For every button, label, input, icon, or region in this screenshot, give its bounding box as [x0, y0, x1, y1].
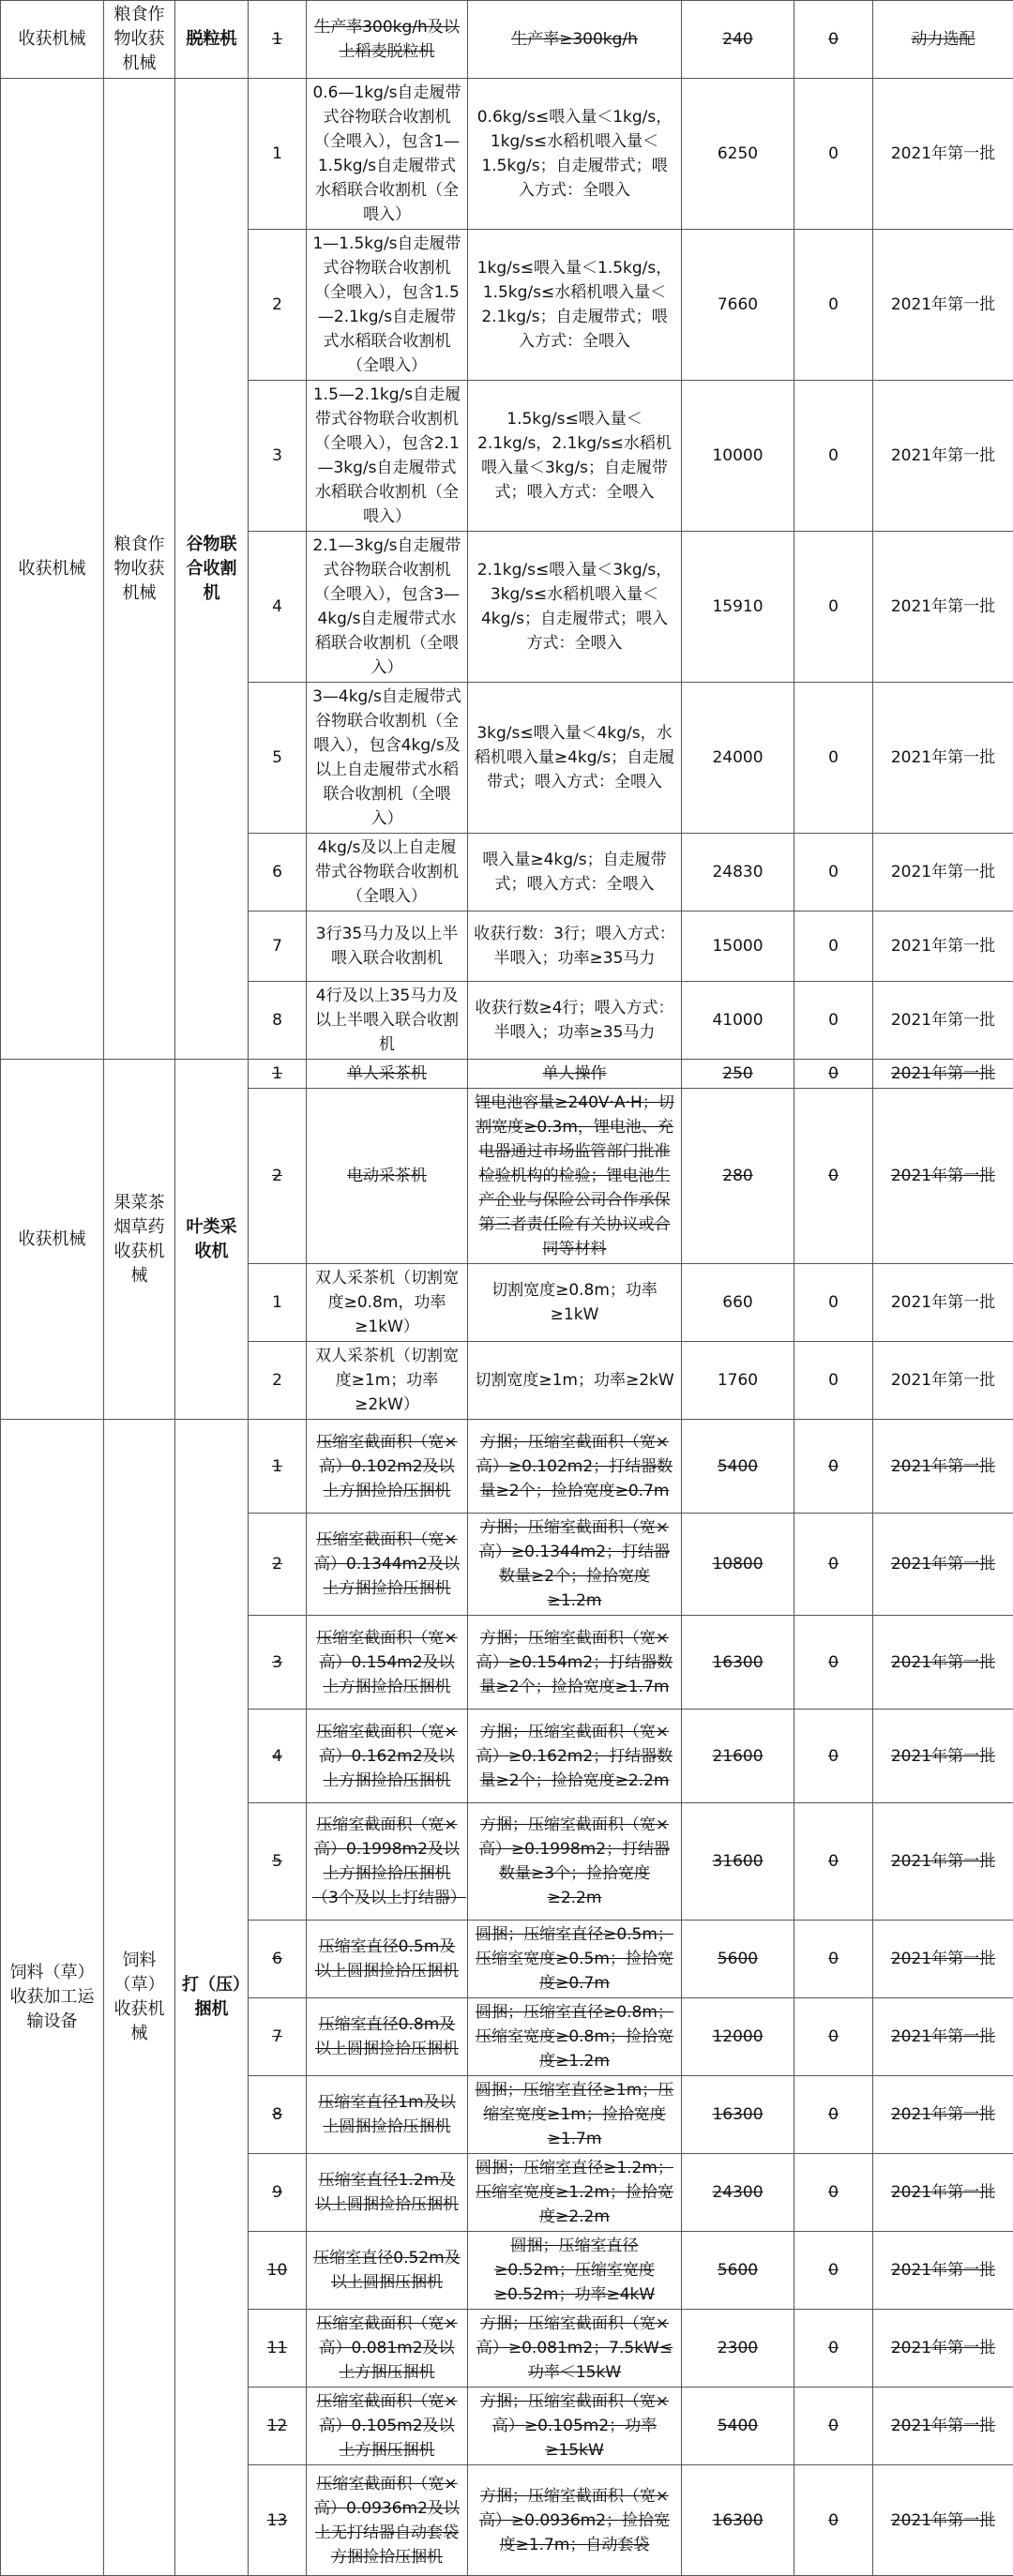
model-name: 2.1—3kg/s自走履带式谷物联合收割机（全喂入），包含3—4kg/s自走履带式水稻联合收割机（全喂入） [307, 532, 468, 683]
spec-cell: 生产率≥300kg/h [468, 1, 682, 79]
spec-cell: 方捆；压缩室截面积（宽×高）≥0.0936m2；捡拾宽度≥1.7m；自动套袋 [468, 2465, 682, 2576]
batch-cell: 2021年第一批 [873, 1710, 1013, 1803]
subsidy-amount: 6250 [682, 79, 794, 230]
batch-cell: 2021年第一批 [873, 1803, 1013, 1921]
spec-cell: 切割宽度≥1m；功率≥2kW [468, 1342, 682, 1420]
extra-amount: 0 [794, 2310, 873, 2388]
row-number: 2 [249, 1342, 307, 1420]
spec-cell: 切割宽度≥0.8m；功率≥1kW [468, 1264, 682, 1342]
row-number: 9 [249, 2154, 307, 2232]
subsidy-amount: 5600 [682, 2232, 794, 2310]
extra-amount: 0 [794, 1089, 873, 1264]
row-number: 1 [249, 1, 307, 79]
subsidy-amount: 660 [682, 1264, 794, 1342]
subsidy-amount: 2300 [682, 2310, 794, 2388]
batch-cell: 2021年第一批 [873, 834, 1013, 911]
extra-amount: 0 [794, 1998, 873, 2076]
subsidy-amount: 1760 [682, 1342, 794, 1420]
spec-cell: 方捆；压缩室截面积（宽×高）≥0.1344m2；打结器数量≥2个；捡拾宽度≥1.2m [468, 1514, 682, 1616]
row-number: 2 [249, 1514, 307, 1616]
extra-amount: 0 [794, 1710, 873, 1803]
model-name: 压缩室直径0.5m及以上圆捆捡拾压捆机 [307, 1921, 468, 1998]
spec-cell: 1.5kg/s≤喂入量＜2.1kg/s，2.1kg/s≤水稻机喂入量＜3kg/s；自走履带式；喂入方式：全喂入 [468, 381, 682, 532]
batch-cell: 2021年第一批 [873, 683, 1013, 834]
batch-cell: 动力选配 [873, 1, 1013, 79]
extra-amount: 0 [794, 834, 873, 911]
extra-amount: 0 [794, 2465, 873, 2576]
extra-amount: 0 [794, 2154, 873, 2232]
model-name: 压缩室截面积（宽×高）0.0936m2及以上无打结器自动套袋方捆捡拾压捆机 [307, 2465, 468, 2576]
extra-amount: 0 [794, 1616, 873, 1710]
batch-cell: 2021年第一批 [873, 2465, 1013, 2576]
extra-amount: 0 [794, 2076, 873, 2154]
model-name: 3行35马力及以上半喂入联合收割机 [307, 911, 468, 982]
category-cell: 收获机械 [1, 1060, 104, 1420]
row-number: 7 [249, 1998, 307, 2076]
model-name: 1—1.5kg/s自走履带式谷物联合收割机（全喂入），包含1.5—2.1kg/s自走履带式水稻联合收割机（全喂入） [307, 230, 468, 381]
subcategory-cell: 果菜茶烟草药收获机械 [104, 1060, 175, 1420]
row-number: 1 [249, 79, 307, 230]
extra-amount: 0 [794, 1, 873, 79]
spec-cell: 方捆；压缩室截面积（宽×高）≥0.154m2；打结器数量≥2个；捡拾宽度≥1.7m [468, 1616, 682, 1710]
table-row [1, 1, 1013, 79]
spec-cell: 圆捆；压缩室直径≥0.5m；压缩室宽度≥0.5m；捡拾宽度≥0.7m [468, 1921, 682, 1998]
subsidy-amount: 31600 [682, 1803, 794, 1921]
model-name: 压缩室截面积（宽×高）0.1344m2及以上方捆捡拾压捆机 [307, 1514, 468, 1616]
row-number: 6 [249, 834, 307, 911]
row-number: 3 [249, 381, 307, 532]
subcategory-cell: 粮食作物收获机械 [104, 79, 175, 1060]
model-name: 4行及以上35马力及以上半喂入联合收割机 [307, 982, 468, 1060]
batch-cell: 2021年第一批 [873, 911, 1013, 982]
subsidy-amount: 16300 [682, 2076, 794, 2154]
subsidy-amount: 250 [682, 1060, 794, 1089]
spec-cell: 圆捆；压缩室直径≥1m；压缩室宽度≥1m；捡拾宽度≥1.7m [468, 2076, 682, 2154]
extra-amount: 0 [794, 1060, 873, 1089]
extra-amount: 0 [794, 1420, 873, 1514]
model-name: 0.6—1kg/s自走履带式谷物联合收割机（全喂入），包含1—1.5kg/s自走履带式水稻联合收割机（全喂入） [307, 79, 468, 230]
subsidy-amount: 16300 [682, 1616, 794, 1710]
row-number: 8 [249, 982, 307, 1060]
row-number: 10 [249, 2232, 307, 2310]
batch-cell: 2021年第一批 [873, 230, 1013, 381]
extra-amount: 0 [794, 2388, 873, 2465]
model-name: 压缩室截面积（宽×高）0.081m2及以上方捆压捆机 [307, 2310, 468, 2388]
batch-cell: 2021年第一批 [873, 982, 1013, 1060]
row-number: 7 [249, 911, 307, 982]
subsidy-amount: 12000 [682, 1998, 794, 2076]
row-number: 1 [249, 1420, 307, 1514]
model-name: 生产率300kg/h及以上稻麦脱粒机 [307, 1, 468, 79]
batch-cell: 2021年第一批 [873, 2388, 1013, 2465]
row-number: 11 [249, 2310, 307, 2388]
spec-cell: 3kg/s≤喂入量＜4kg/s，水稻机喂入量≥4kg/s；自走履带式；喂入方式：全喂入 [468, 683, 682, 834]
model-name: 压缩室直径0.52m及以上圆捆压捆机 [307, 2232, 468, 2310]
row-number: 2 [249, 1089, 307, 1264]
model-name: 1.5—2.1kg/s自走履带式谷物联合收割机（全喂入），包含2.1—3kg/s自走履带式水稻联合收割机（全喂入） [307, 381, 468, 532]
batch-cell: 2021年第一批 [873, 2310, 1013, 2388]
row-number: 8 [249, 2076, 307, 2154]
subsidy-amount: 280 [682, 1089, 794, 1264]
spec-cell: 0.6kg/s≤喂入量＜1kg/s，1kg/s≤水稻机喂入量＜1.5kg/s；自走履带式；喂入方式：全喂入 [468, 79, 682, 230]
subsidy-amount: 24830 [682, 834, 794, 911]
table-row [1, 1060, 1013, 1089]
subsidy-amount: 5400 [682, 2388, 794, 2465]
subsidy-amount: 5600 [682, 1921, 794, 1998]
model-name: 压缩室截面积（宽×高）0.162m2及以上方捆捡拾压捆机 [307, 1710, 468, 1803]
category-cell: 收获机械 [1, 79, 104, 1060]
spec-cell: 方捆；压缩室截面积（宽×高）≥0.081m2；7.5kW≤功率＜15kW [468, 2310, 682, 2388]
row-number: 12 [249, 2388, 307, 2465]
model-name: 压缩室直径0.8m及以上圆捆捡拾压捆机 [307, 1998, 468, 2076]
subsidy-amount: 15000 [682, 911, 794, 982]
batch-cell: 2021年第一批 [873, 2154, 1013, 2232]
model-name: 压缩室截面积（宽×高）0.105m2及以上方捆压捆机 [307, 2388, 468, 2465]
spec-cell: 方捆；压缩室截面积（宽×高）≥0.102m2；打结器数量≥2个；捡拾宽度≥0.7m [468, 1420, 682, 1514]
row-number: 4 [249, 1710, 307, 1803]
extra-amount: 0 [794, 911, 873, 982]
extra-amount: 0 [794, 79, 873, 230]
extra-amount: 0 [794, 230, 873, 381]
table-row [1, 79, 1013, 230]
batch-cell: 2021年第一批 [873, 2076, 1013, 2154]
extra-amount: 0 [794, 1264, 873, 1342]
batch-cell: 2021年第一批 [873, 1264, 1013, 1342]
subsidy-amount: 10800 [682, 1514, 794, 1616]
batch-cell: 2021年第一批 [873, 79, 1013, 230]
row-number: 5 [249, 683, 307, 834]
model-name: 压缩室直径1.2m及以上圆捆捡拾压捆机 [307, 2154, 468, 2232]
extra-amount: 0 [794, 1342, 873, 1420]
item-cell: 打（压）捆机 [175, 1420, 249, 2576]
item-cell: 谷物联合收割机 [175, 79, 249, 1060]
subsidy-amount: 24300 [682, 2154, 794, 2232]
model-name: 双人采茶机（切割宽度≥0.8m，功率≥1kW） [307, 1264, 468, 1342]
extra-amount: 0 [794, 1803, 873, 1921]
batch-cell: 2021年第一批 [873, 1060, 1013, 1089]
spec-cell: 锂电池容量≥240V·A·H；切割宽度≥0.3m，锂电池、充电器通过市场监管部门批准检验机构的检验；锂电池生产企业与保险公司合作承保第三者责任险有关协议或合同等材料 [468, 1089, 682, 1264]
spec-cell: 圆捆；压缩室直径≥0.8m；压缩室宽度≥0.8m；捡拾宽度≥1.2m [468, 1998, 682, 2076]
subcategory-cell: 饲料（草）收获机械 [104, 1420, 175, 2576]
spec-cell: 2.1kg/s≤喂入量＜3kg/s，3kg/s≤水稻机喂入量＜4kg/s；自走履带式；喂入方式：全喂入 [468, 532, 682, 683]
row-number: 5 [249, 1803, 307, 1921]
spec-cell: 圆捆；压缩室直径≥0.52m；压缩室宽度≥0.52m；功率≥4kW [468, 2232, 682, 2310]
batch-cell: 2021年第一批 [873, 2232, 1013, 2310]
extra-amount: 0 [794, 683, 873, 834]
model-name: 4kg/s及以上自走履带式谷物联合收割机（全喂入） [307, 834, 468, 911]
spec-cell: 收获行数≥4行；喂入方式：半喂入；功率≥35马力 [468, 982, 682, 1060]
table-row [1, 1420, 1013, 1514]
batch-cell: 2021年第一批 [873, 1921, 1013, 1998]
row-number: 13 [249, 2465, 307, 2576]
row-number: 1 [249, 1060, 307, 1089]
batch-cell: 2021年第一批 [873, 1998, 1013, 2076]
extra-amount: 0 [794, 1514, 873, 1616]
batch-cell: 2021年第一批 [873, 1616, 1013, 1710]
subsidy-amount: 41000 [682, 982, 794, 1060]
subsidy-amount: 7660 [682, 230, 794, 381]
row-number: 2 [249, 230, 307, 381]
model-name: 3—4kg/s自走履带式谷物联合收割机（全喂入），包含4kg/s及以上自走履带式水稻联合收割机（全喂入） [307, 683, 468, 834]
extra-amount: 0 [794, 532, 873, 683]
spec-cell: 单人操作 [468, 1060, 682, 1089]
spec-cell: 方捆；压缩室截面积（宽×高）≥0.105m2；功率≥15kW [468, 2388, 682, 2465]
extra-amount: 0 [794, 381, 873, 532]
spec-cell: 方捆；压缩室截面积（宽×高）≥0.162m2；打结器数量≥2个；捡拾宽度≥2.2m [468, 1710, 682, 1803]
row-number: 1 [249, 1264, 307, 1342]
model-name: 双人采茶机（切割宽度≥1m；功率≥2kW） [307, 1342, 468, 1420]
subsidy-amount: 240 [682, 1, 794, 79]
spec-cell: 喂入量≥4kg/s；自走履带式；喂入方式：全喂入 [468, 834, 682, 911]
model-name: 压缩室截面积（宽×高）0.154m2及以上方捆捡拾压捆机 [307, 1616, 468, 1710]
spec-cell: 方捆；压缩室截面积（宽×高）≥0.1998m2；打结器数量≥3个；捡拾宽度≥2.2m [468, 1803, 682, 1921]
row-number: 3 [249, 1616, 307, 1710]
batch-cell: 2021年第一批 [873, 1342, 1013, 1420]
batch-cell: 2021年第一批 [873, 381, 1013, 532]
row-number: 6 [249, 1921, 307, 1998]
subsidy-amount: 24000 [682, 683, 794, 834]
batch-cell: 2021年第一批 [873, 1089, 1013, 1264]
model-name: 压缩室截面积（宽×高）0.102m2及以上方捆捡拾压捆机 [307, 1420, 468, 1514]
extra-amount: 0 [794, 1921, 873, 1998]
row-number: 4 [249, 532, 307, 683]
extra-amount: 0 [794, 982, 873, 1060]
model-name: 单人采茶机 [307, 1060, 468, 1089]
model-name: 电动采茶机 [307, 1089, 468, 1264]
item-cell: 脱粒机 [175, 1, 249, 79]
item-cell: 叶类采收机 [175, 1060, 249, 1420]
model-name: 压缩室直径1m及以上圆捆捡拾压捆机 [307, 2076, 468, 2154]
spec-cell: 1kg/s≤喂入量＜1.5kg/s，1.5kg/s≤水稻机喂入量＜2.1kg/s；自走履带式；喂入方式：全喂入 [468, 230, 682, 381]
subsidy-amount: 16300 [682, 2465, 794, 2576]
spec-cell: 收获行数：3行；喂入方式：半喂入；功率≥35马力 [468, 911, 682, 982]
category-cell: 饲料（草）收获加工运输设备 [1, 1420, 104, 2576]
subsidy-amount: 15910 [682, 532, 794, 683]
category-cell: 收获机械 [1, 1, 104, 79]
model-name: 压缩室截面积（宽×高）0.1998m2及以上方捆捡拾压捆机（3个及以上打结器） [307, 1803, 468, 1921]
subsidy-amount: 21600 [682, 1710, 794, 1803]
extra-amount: 0 [794, 2232, 873, 2310]
subsidy-amount: 10000 [682, 381, 794, 532]
batch-cell: 2021年第一批 [873, 1420, 1013, 1514]
batch-cell: 2021年第一批 [873, 532, 1013, 683]
batch-cell: 2021年第一批 [873, 1514, 1013, 1616]
spec-cell: 圆捆；压缩室直径≥1.2m；压缩室宽度≥1.2m；捡拾宽度≥2.2m [468, 2154, 682, 2232]
subcategory-cell: 粮食作物收获机械 [104, 1, 175, 79]
subsidy-amount: 5400 [682, 1420, 794, 1514]
